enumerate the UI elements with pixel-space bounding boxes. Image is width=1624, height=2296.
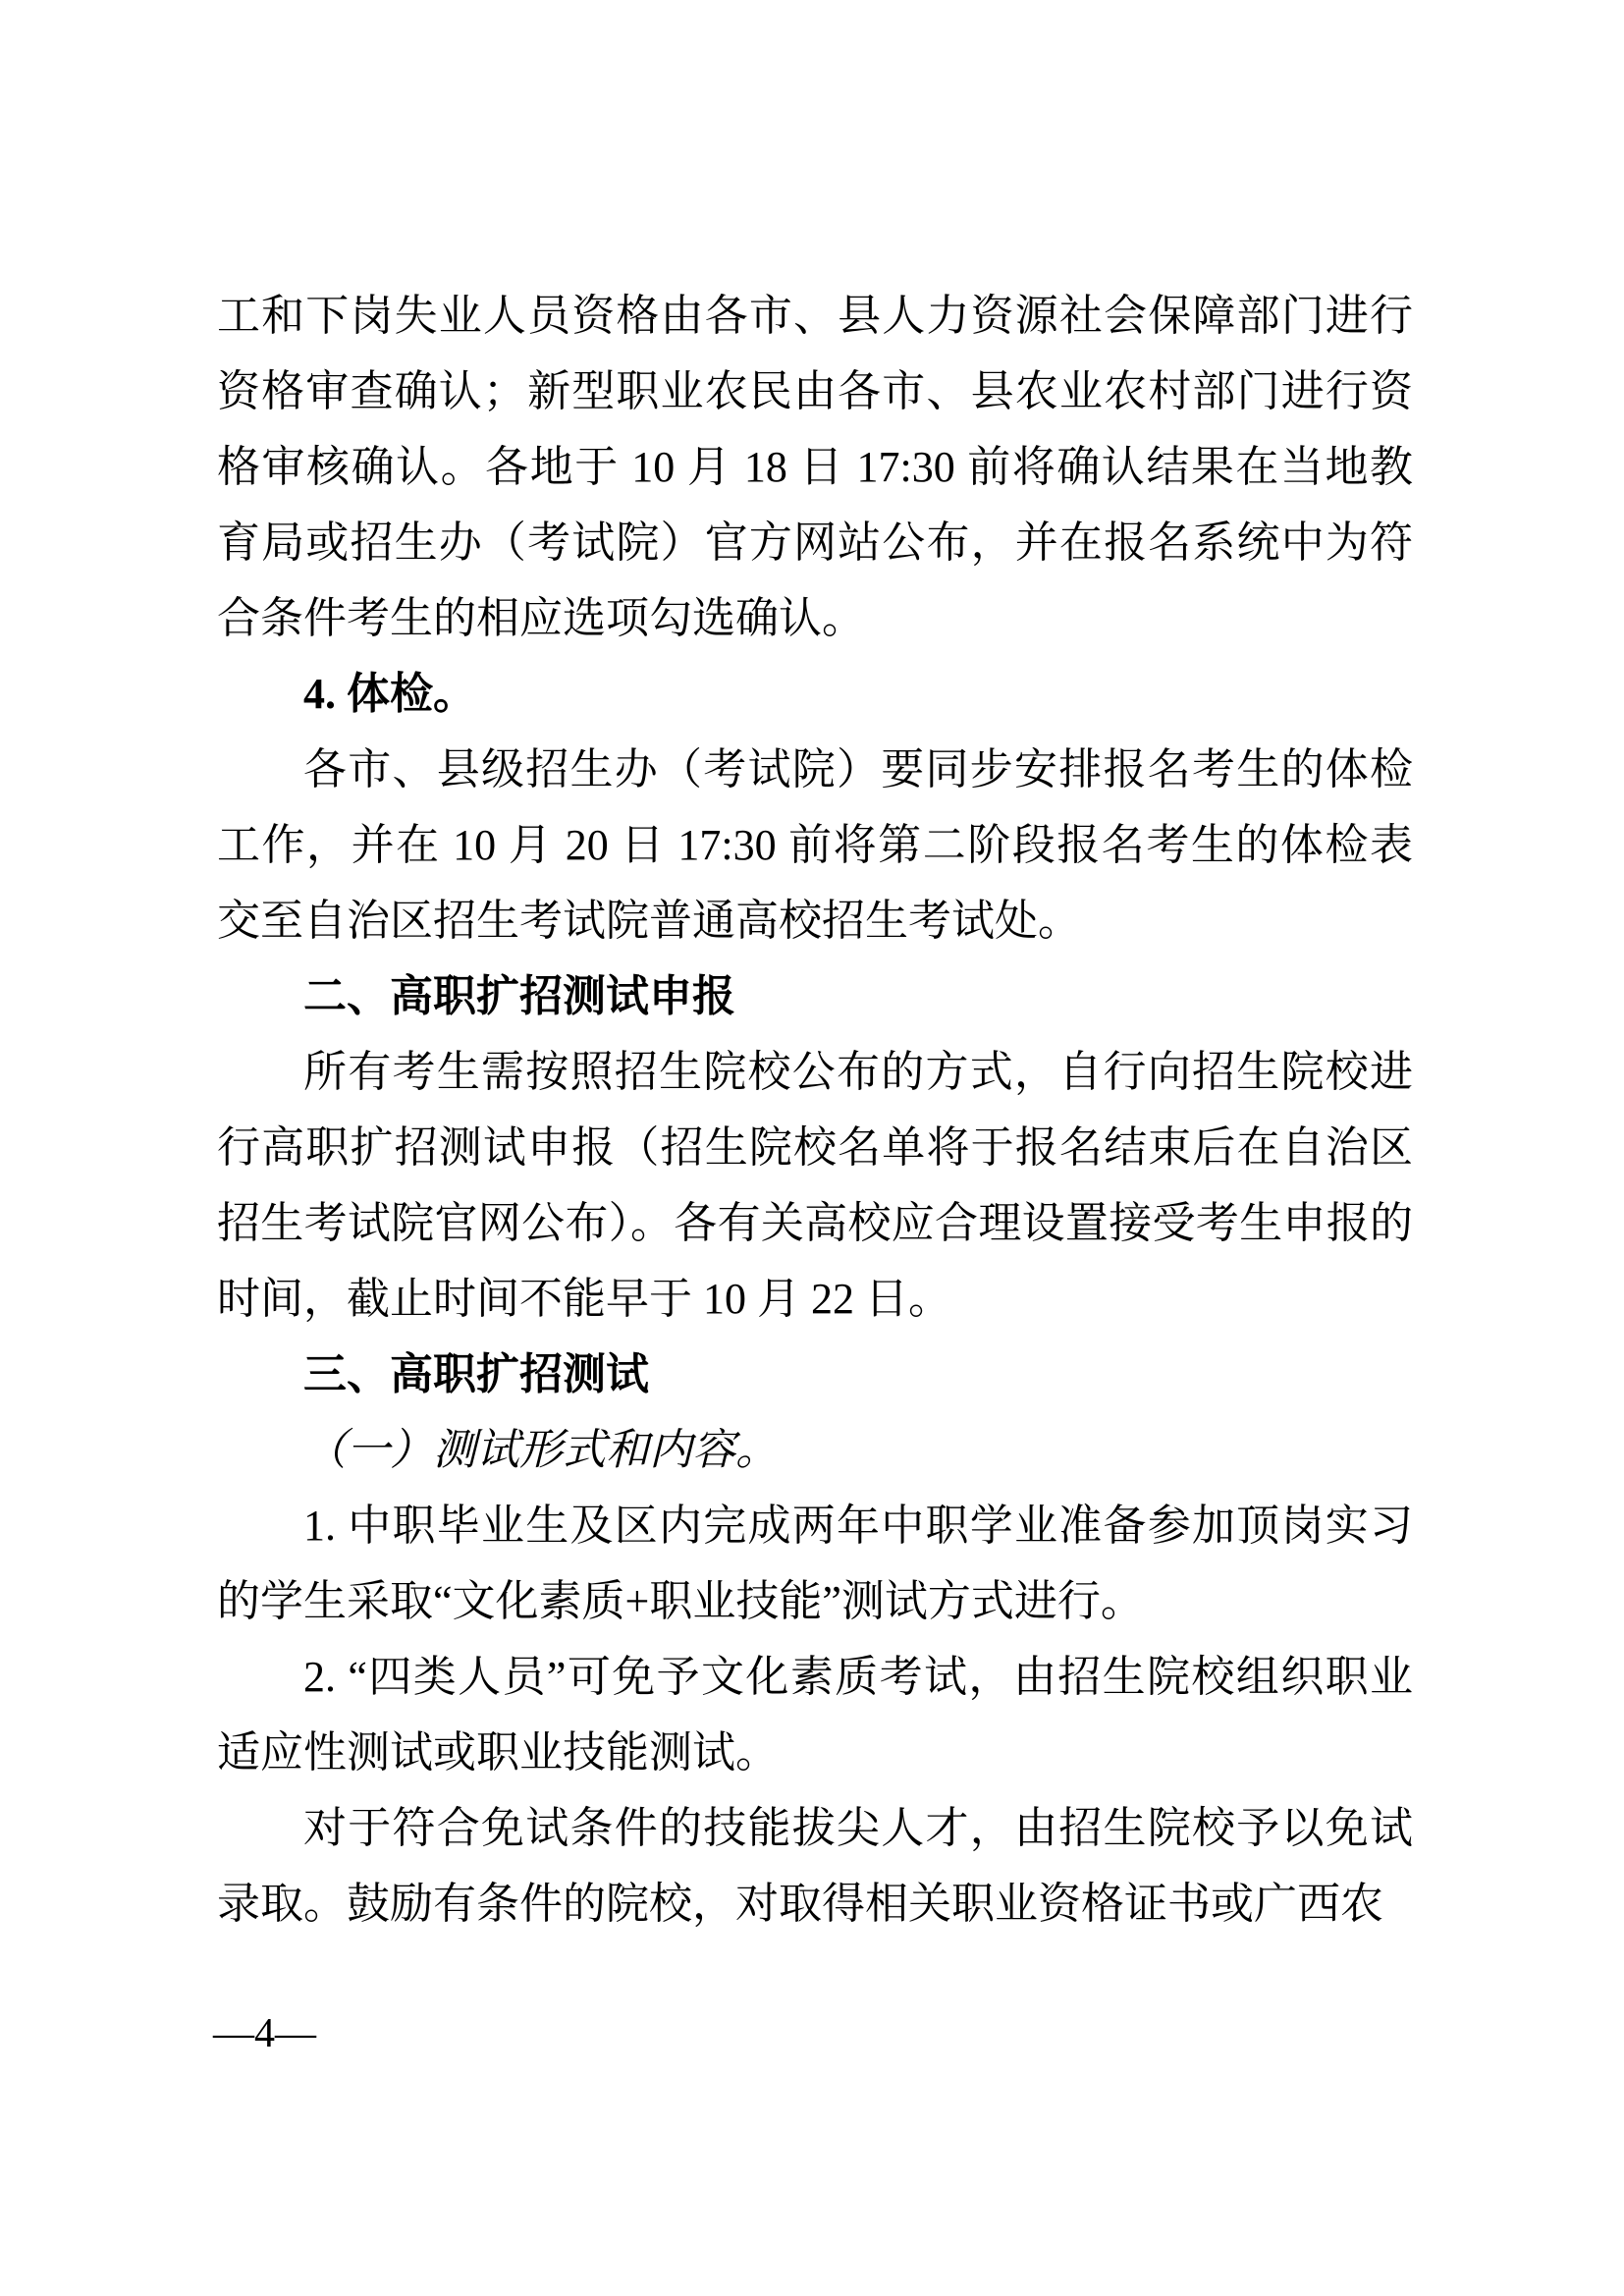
numbered-heading: 4. 体检。 [303, 670, 476, 718]
section-heading: 二、高职扩招测试申报 [303, 972, 735, 1020]
paragraph: 1. 中职毕业生及区内完成两年中职学业准备参加顶岗实习的学生采取“文化素质+职业技能”测试方式进行。 [217, 1502, 1413, 1625]
paragraph: 所有考生需按照招生院校公布的方式，自行向招生院校进行高职扩招测试申报（招生院校名单将于报名结束后在自治区招生考试院官网公布）。各有关高校应合理设置接受考生申报的时间，截止时间不能早于 10 月 22 日。 [217, 1048, 1413, 1323]
paragraph: 2. “四类人员”可免予文化素质考试，由招生院校组织职业适应性测试或职业技能测试。 [217, 1653, 1413, 1777]
paragraph: 对于符合免试条件的技能拔尖人才，由招生院校予以免试录取。鼓励有条件的院校，对取得相关职业资格证书或广西农 [217, 1804, 1413, 1928]
page-number: —4— [213, 2011, 316, 2056]
paragraph: 工和下岗失业人员资格由各市、县人力资源社会保障部门进行资格审查确认；新型职业农民由各市、县农业农村部门进行资格审核确认。各地于 10 月 18 日 17:30 前将确认结果在当地教育局或招生办（考试院）官方网站公布，并在报名系统中为符合条件考生的相应选项勾选确认。 [217, 292, 1413, 642]
document-body [217, 278, 1413, 1941]
sub-heading: （一）测试形式和内容。 [303, 1426, 779, 1474]
section-heading: 三、高职扩招测试 [303, 1350, 649, 1398]
paragraph: 各市、县级招生办（考试院）要同步安排报名考生的体检工作，并在 10 月 20 日 17:30 前将第二阶段报名考生的体检表交至自治区招生考试院普通高校招生考试处。 [217, 745, 1413, 945]
